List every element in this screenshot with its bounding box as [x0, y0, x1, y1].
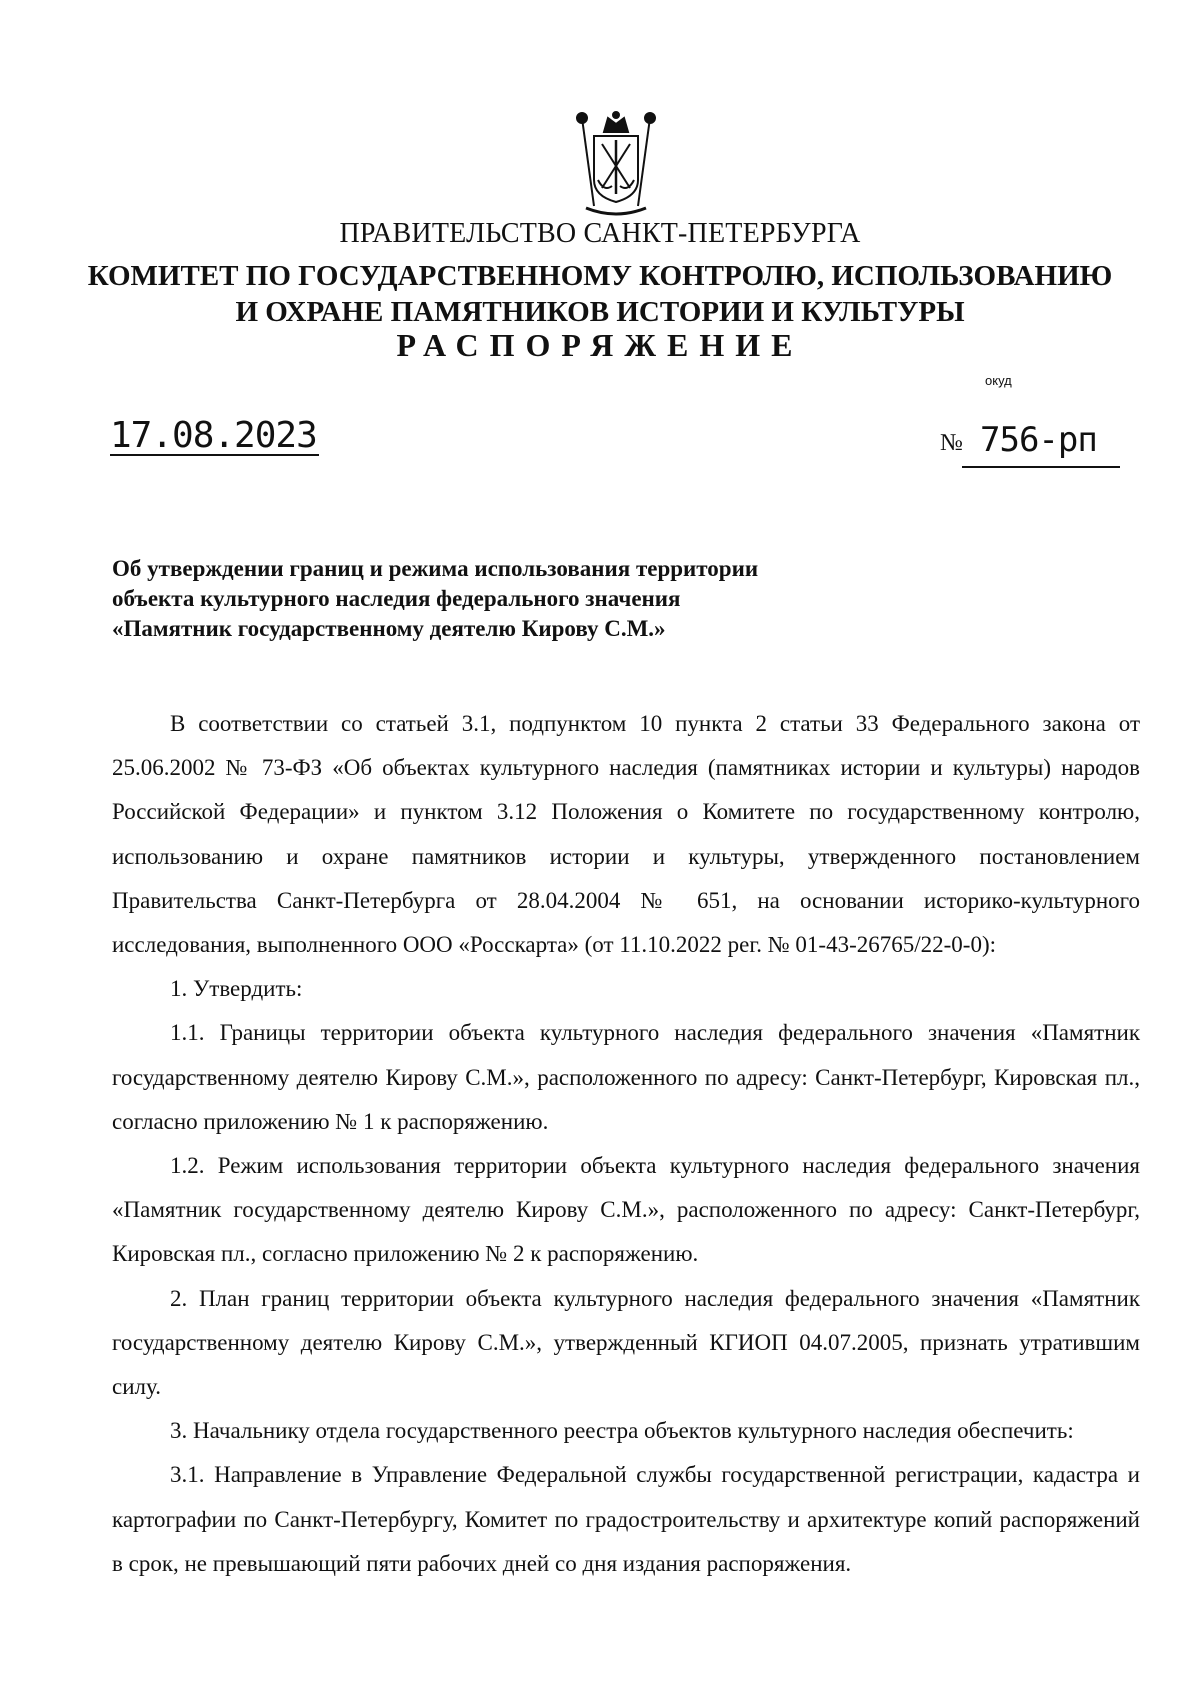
number-sign: №	[940, 430, 963, 456]
subject-line1: Об утверждении границ и режима использования территории	[112, 556, 759, 581]
item-3: 3. Начальнику отдела государственного реестра объектов культурного наследия обеспечить:	[170, 1418, 1074, 1444]
document-subject	[112, 554, 832, 644]
item-3-1: 3.1. Направление в Управление Федеральной службы государственной регистрации, кадастра и картографии по Санкт-Петербургу, Комитет по градостроительству и архитектуре копий распоряжений в срок, не превышающий пяти рабочих дней со дня издания распоряжения.	[112, 1462, 1140, 1576]
item-1: 1. Утвердить:	[170, 976, 303, 1002]
committee-name-line1: КОМИТЕТ ПО ГОСУДАРСТВЕННОМУ КОНТРОЛЮ, ИСПОЛЬЗОВАНИЮ	[87, 260, 1113, 292]
okud-label: окуд	[985, 373, 1012, 388]
subject-line2: объекта культурного наследия федерального значения	[112, 586, 681, 611]
item-1-2: 1.2. Режим использования территории объекта культурного наследия федерального значения «Памятник государственному деятелю Кирову С.М.», расположенного по адресу: Санкт-Петербург, Кировская пл., согласно приложению № 2 к распоряжению.	[112, 1153, 1140, 1267]
government-name: ПРАВИТЕЛЬСТВО САНКТ-ПЕТЕРБУРГА	[339, 218, 861, 249]
subject-line3: «Памятник государственному деятелю Кирову С.М.»	[112, 616, 666, 641]
item-2: 2. План границ территории объекта культурного наследия федерального значения «Памятник государственному деятелю Кирову С.М.», утвержденный КГИОП 04.07.2005, признать утратившим силу.	[112, 1285, 1140, 1400]
coat-of-arms-icon	[570, 110, 662, 218]
document-number: 756-рп	[980, 420, 1097, 460]
number-underline	[962, 466, 1120, 468]
preamble-paragraph: В соответствии со статьей 3.1, подпунктом 10 пункта 2 статьи 33 Федерального закона от 25.06.2002 № 73-ФЗ «Об объектах культурного наследия (памятниках истории и культуры) народов Российской Федерации» и пунктом 3.12 Положения о Комитете по государственному контролю, использованию и охране памятников истории и культуры, утвержденного постановлением Правительства Санкт-Петербурга от 28.04.2004 № 651, на основании историко-культурного исследования, выполненного ООО «Росскарта» (от 11.10.2022 рег. № 01-43-26765/22-0-0):	[112, 711, 1140, 958]
document-type: РАСПОРЯЖЕНИЕ	[396, 327, 804, 363]
document-date: 17.08.2023	[110, 415, 317, 456]
item-1-1: 1.1. Границы территории объекта культурного наследия федерального значения «Памятник государственному деятелю Кирову С.М.», расположенного по адресу: Санкт-Петербург, Кировская пл., согласно приложению № 1 к распоряжению.	[112, 1020, 1140, 1134]
committee-name	[0, 258, 1200, 330]
committee-name-line2: И ОХРАНЕ ПАМЯТНИКОВ ИСТОРИИ И КУЛЬТУРЫ	[235, 296, 965, 328]
document-body	[112, 702, 1140, 1586]
